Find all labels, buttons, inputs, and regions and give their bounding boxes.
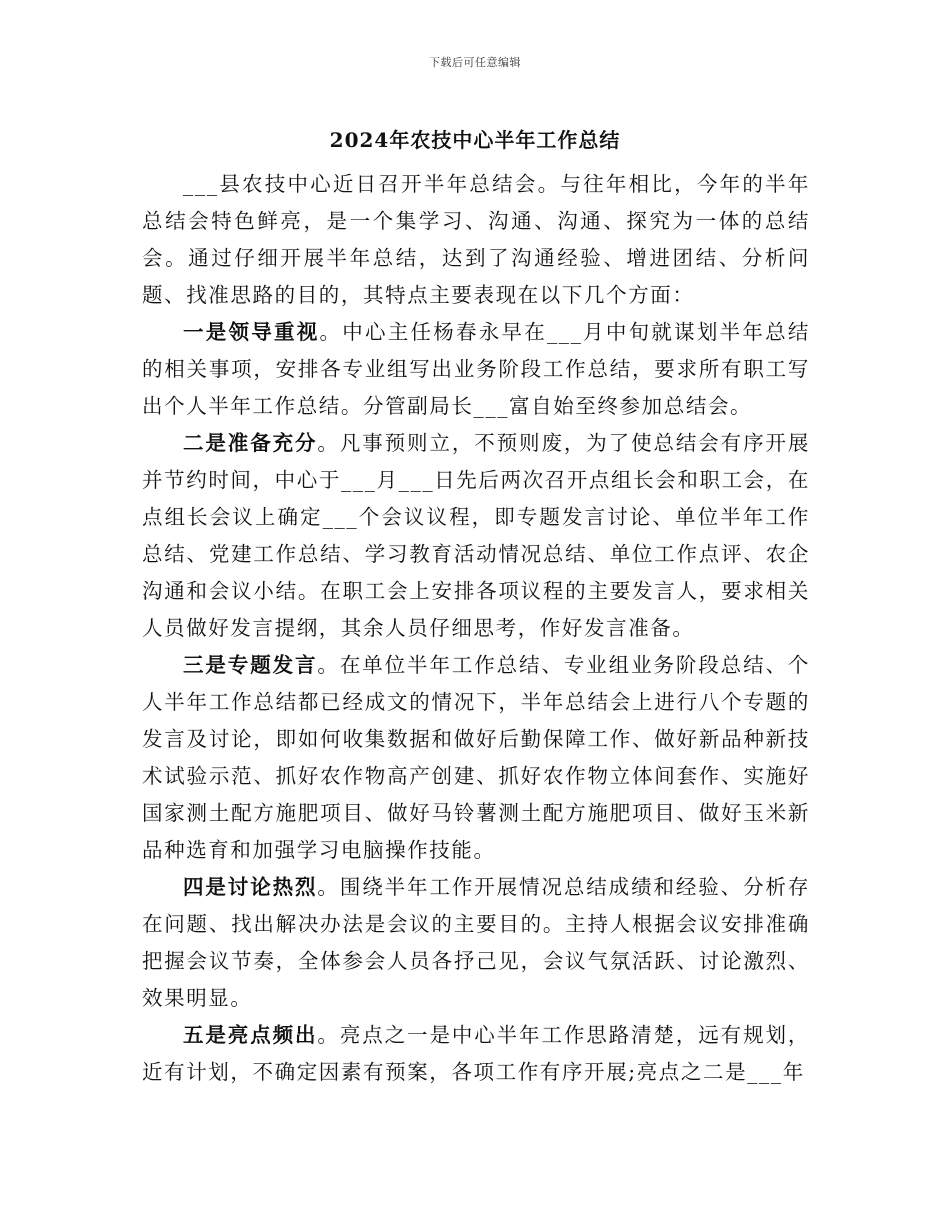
paragraph-preparation: [142, 425, 810, 647]
paragraph-lead: 二是准备充分: [183, 431, 318, 455]
paragraph-text: 。亮点之一是中心半年工作思路清楚，远有规划，近有计划，不确定因素有预案，各项工作有序开展;亮点之二是___年: [142, 1023, 810, 1084]
paragraph-lead: 四是讨论热烈: [183, 875, 318, 899]
paragraph-lead: 一是领导重视: [183, 320, 320, 344]
paragraph-highlights: [142, 1017, 810, 1091]
paragraph-intro: [142, 166, 810, 314]
paragraph-text: 。凡事预则立，不预则废，为了使总结会有序开展并节约时间，中心于___月___日先后两次召开点组长会和职工会，在点组长会议上确定___个会议议程，即专题发言讨论、单位半年工作总结、党建工作总结、学习教育活动情况总结、单位工作点评、农企沟通和会议小结。在职工会上安排各项议程的主要发言人，要求相关人员做好发言提纲，其余人员仔细思考，作好发言准备。: [142, 431, 810, 640]
paragraph-leadership: [142, 314, 810, 425]
document-title: 2024年农技中心半年工作总结: [329, 128, 621, 152]
paragraph-text: 。在单位半年工作总结、专业组业务阶段总结、个人半年工作总结都已经成文的情况下，半年总结会上进行八个专题的发言及讨论，即如何收集数据和做好后勤保障工作、做好新品种新技术试验示范、抓好农作物高产创建、抓好农作物立体间套作、实施好国家测土配方施肥项目、做好马铃薯测土配方施肥项目、做好玉米新品种选育和加强学习电脑操作技能。: [142, 653, 810, 862]
paragraph-lead: 三是专题发言: [183, 653, 318, 677]
header-note: 下载后可任意编辑: [429, 56, 521, 69]
document-body: [142, 166, 810, 1091]
paragraph-text: 。围绕半年工作开展情况总结成绩和经验、分析存在问题、找出解决办法是会议的主要目的。主持人根据会议安排准确把握会议节奏，全体参会人员各抒己见，会议气氛活跃、讨论激烈、效果明显。: [142, 875, 810, 1010]
paragraph-text: 。中心主任杨春永早在___月中旬就谋划半年总结的相关事项，安排各专业组写出业务阶段工作总结，要求所有职工写出个人半年工作总结。分管副局长___富自始至终参加总结会。: [142, 320, 810, 418]
paragraph-text: ___县农技中心近日召开半年总结会。与往年相比，今年的半年总结会特色鲜亮，是一个集学习、沟通、沟通、探究为一体的总结会。通过仔细开展半年总结，达到了沟通经验、增进团结、分析问题、找准思路的目的，其特点主要表现在以下几个方面：: [142, 172, 810, 307]
paragraph-discussion: [142, 869, 810, 1017]
paragraph-speeches: [142, 647, 810, 869]
paragraph-lead: 五是亮点频出: [183, 1023, 318, 1047]
